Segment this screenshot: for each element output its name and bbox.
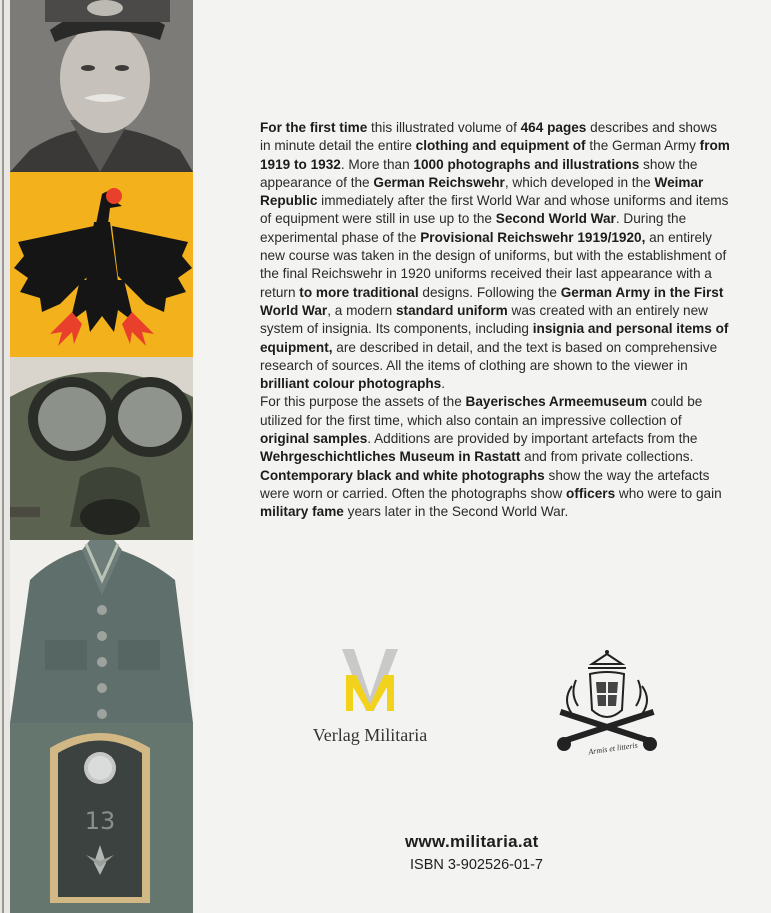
highlighted-phrase: Wehrgeschichtliches Museum in Rastatt: [260, 449, 521, 465]
description-text: years later in the Second World War.: [343, 504, 569, 520]
officer-portrait-photo: [10, 0, 193, 172]
image-strip: [0, 0, 193, 913]
description-text: . Additions are provided by important artefacts from the: [367, 431, 698, 447]
reichsadler-eagle-emblem: [10, 172, 193, 357]
highlighted-phrase: insignia and personal items of equipment,: [260, 321, 729, 355]
highlighted-phrase: Contemporary black and white photographs: [260, 467, 545, 483]
isbn-number: ISBN 3-902526-01-7: [410, 857, 543, 873]
description-text: show the appearance of the: [260, 156, 698, 190]
description-text: . More than: [340, 156, 414, 172]
highlighted-phrase: 1000 photographs and illustrations: [413, 156, 640, 172]
highlighted-phrase: Provisional Reichswehr 1919/1920,: [420, 229, 646, 245]
shoulder-strap-number: 13: [84, 807, 116, 835]
description-text: show the way the artefacts were worn or carried. Often the photographs show: [260, 467, 710, 501]
description-text: , a modern: [327, 302, 396, 318]
description-text: describes and shows in minute detail the entire: [260, 120, 718, 154]
armeemuseum-crest: [552, 650, 662, 765]
book-description: [260, 119, 730, 522]
description-text: . During the experimental phase of the: [260, 211, 687, 245]
description-text: and from private collections.: [520, 449, 694, 465]
highlighted-phrase: Bayerisches Armeemuseum: [465, 394, 648, 410]
description-text: , which developed in the: [504, 174, 655, 190]
gas-mask-photo: [10, 357, 193, 540]
highlighted-phrase: clothing and equipment of: [415, 138, 586, 154]
description-text: this illustrated volume of: [367, 120, 521, 135]
publisher-logo: [300, 645, 440, 755]
publisher-name: Verlag Militaria: [312, 725, 428, 745]
description-text: are described in detail, and the text is based on comprehensive research of sources. All the items of clothing are shown to the viewer in: [260, 339, 718, 373]
uniform-tunic-photo: [10, 540, 193, 723]
shoulder-strap-photo: [10, 723, 193, 913]
description-text: could be utilized for the first time, which also contain an impressive collection of: [260, 394, 703, 428]
highlighted-phrase: military fame: [260, 504, 344, 520]
description-text: For this purpose the assets of the: [260, 394, 466, 410]
highlighted-phrase: brilliant colour photographs: [260, 376, 442, 392]
description-text: who were to gain: [615, 485, 722, 501]
website-link[interactable]: www.militaria.at: [405, 832, 539, 851]
highlighted-phrase: German Reichswehr: [373, 174, 505, 190]
description-text: was created with an entirely new system of insignia. Its components, including: [260, 302, 708, 337]
description-text: the German Army: [585, 138, 700, 154]
vm-monogram-icon: [340, 645, 400, 713]
description-text: immediately after the first World War and whose uniforms and items of equipment were still in use up to the: [260, 193, 729, 227]
highlighted-phrase: Weimar Republic: [260, 174, 704, 209]
highlighted-phrase: officers: [566, 485, 616, 501]
highlighted-phrase: from 1919 to 1932: [260, 138, 730, 172]
highlighted-phrase: to more traditional: [299, 284, 419, 300]
highlighted-phrase: standard uniform: [395, 302, 508, 318]
description-text: .: [441, 376, 446, 392]
highlighted-phrase: Second World War: [495, 211, 616, 227]
highlighted-phrase: 464 pages: [520, 120, 587, 135]
highlighted-phrase: German Army in the First World War: [260, 284, 724, 318]
spine-edge: [2, 0, 4, 913]
description-text: an entirely new course was taken in the design of uniforms, but with the establishment of the final Reichswehr in 1920 uniforms received their last appearance with a return: [260, 229, 727, 300]
highlighted-phrase: original samples: [260, 431, 368, 447]
highlighted-phrase: For the first time: [260, 120, 368, 135]
crest-motto: Armis et litteris: [587, 740, 639, 757]
description-text: designs. Following the: [418, 284, 561, 300]
